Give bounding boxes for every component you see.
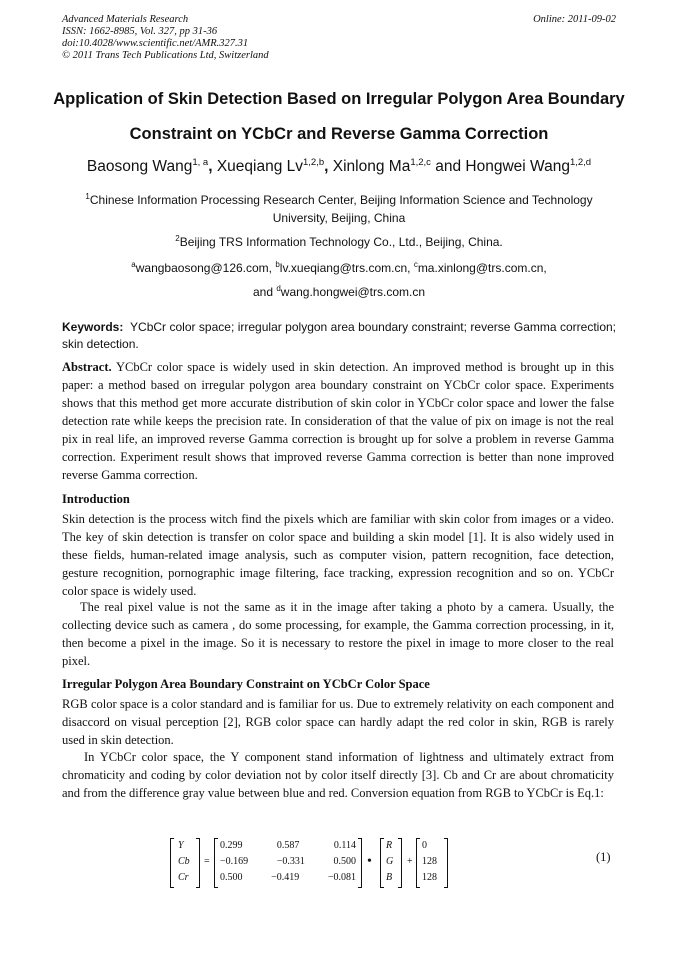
offset-vector bbox=[422, 838, 437, 886]
rgb-entry: R bbox=[386, 840, 393, 851]
affil-sup: 1 bbox=[85, 192, 90, 201]
abstract bbox=[62, 358, 614, 484]
affil-text: Beijing TRS Information Technology Co., Ltd., Beijing, China. bbox=[179, 235, 503, 249]
online-date: Online: 2011-09-02 bbox=[533, 14, 616, 25]
rgb-vector bbox=[386, 838, 393, 886]
bracket bbox=[358, 838, 362, 888]
equals-sign: = bbox=[204, 856, 210, 867]
author-name: Hongwei Wang bbox=[465, 158, 570, 176]
abstract-text: YCbCr color space is widely used in skin detection. An improved method is brought up in this paper: a method based on irregular polygon area boundary constraint on YCbCr color space. Experiments shows that this method get more accurate distribution of skin color in YCbCr color space and lower the false detection rate while keeps the precision rate. In consideration of that the value of pix on image is not the real pix in real life, an improved reverse Gamma correction is brought up for solve a problem in reverse Gamma correction. Experiment result shows that improved reverse Gamma correction is better than none improved reverse Gamma correction. bbox=[62, 360, 614, 482]
email-sep: , bbox=[543, 261, 547, 275]
matrix-cell: −0.331 bbox=[276, 856, 305, 867]
email: lv.xueqiang@trs.com.cn bbox=[279, 261, 408, 275]
lhs-entry: Cb bbox=[178, 856, 190, 867]
lhs-entry: Y bbox=[178, 840, 184, 851]
author-name: Xinlong Ma bbox=[332, 158, 411, 176]
affiliation-2 bbox=[62, 230, 616, 251]
affil-sup: 2 bbox=[175, 234, 180, 243]
rgb-entry: B bbox=[386, 872, 393, 883]
intro-paragraph-2: The real pixel value is not the same as it in the image after taking a photo by a camera. Usually, the collecting device such as camera , do some processing, for example, the Gamma correction processing, in it, then become a pixel in the image. So it is necessary to restore the pixel in image to more closer to the real pixel. bbox=[62, 600, 614, 668]
section2-paragraph-1: RGB color space is a color standard and is familiar for us. Due to extremely relativity on each component and disaccord on visual perception [2], RGB color space can hardly adapt the red color in skin, RGB is rarely used in skin detection. bbox=[62, 697, 614, 747]
email-sup: c bbox=[413, 260, 418, 269]
matrix-row bbox=[220, 854, 356, 870]
matrix-row bbox=[220, 838, 356, 854]
email-prefix: and bbox=[252, 285, 277, 299]
bracket bbox=[398, 838, 402, 888]
matrix-cell: 0.500 bbox=[333, 856, 356, 867]
journal-header bbox=[62, 14, 269, 62]
section-heading-polygon: Irregular Polygon Area Boundary Constraint on YCbCr Color Space bbox=[62, 677, 430, 691]
lhs-entry: Cr bbox=[178, 872, 189, 883]
matrix-cell: 0.299 bbox=[220, 840, 243, 851]
author-name: Xueqiang Lv bbox=[216, 158, 303, 176]
journal-name: Advanced Materials Research bbox=[62, 14, 189, 25]
rgb-entry: G bbox=[386, 856, 394, 867]
doi: doi:10.4028/www.scientific.net/AMR.327.31 bbox=[62, 38, 249, 49]
keywords bbox=[62, 319, 616, 353]
bracket bbox=[380, 838, 384, 888]
section2-paragraph-2: In YCbCr color space, the Y component stand information of lightness and ultimately extract from chromaticity and coding by color deviation not by color itself directly [3]. Cb and Cr are about chromaticity and from the difference gray value between blue and red. Conversion equation from RGB to YCbCr is Eq.1: bbox=[62, 750, 614, 800]
matrix-cell: 0.114 bbox=[333, 840, 356, 851]
coefficient-matrix bbox=[220, 838, 356, 886]
offset-entry: 128 bbox=[422, 872, 437, 883]
dot-operator: • bbox=[367, 854, 372, 869]
matrix-cell: 0.587 bbox=[276, 840, 300, 851]
bracket bbox=[196, 838, 200, 888]
emails-last bbox=[62, 280, 616, 301]
copyright: © 2011 Trans Tech Publications Ltd, Switzerland bbox=[62, 50, 269, 61]
author-sup: 1,2,c bbox=[410, 157, 431, 168]
matrix-cell: 0.500 bbox=[220, 872, 243, 883]
author-sup: 1, a bbox=[192, 157, 209, 168]
email: wang.hongwei@trs.com.cn bbox=[280, 285, 426, 299]
keywords-label: Keywords: bbox=[62, 320, 124, 334]
author-sup: 1,2,b bbox=[303, 157, 325, 168]
offset-entry: 128 bbox=[422, 856, 437, 867]
email-sup: a bbox=[131, 260, 136, 269]
abstract-label: Abstract. bbox=[62, 360, 112, 374]
affiliation-1 bbox=[62, 188, 616, 227]
paper-title-line-2: Constraint on YCbCr and Reverse Gamma Correction bbox=[129, 125, 549, 143]
email: ma.xinlong@trs.com.cn bbox=[417, 261, 544, 275]
intro-paragraph-1: Skin detection is the process witch find the pixels which are familiar with skin color from images or a video. The key of skin detection is transfer on color space and building a skin model [1]. It is also widely used in these fields, human-related image analysis, such as computer vision, pattern recognition, face detection, gesture recognition, pornographic image filtering, face tracking, expression recognition and so on. YCbCr color space is widely used. bbox=[62, 512, 614, 598]
keywords-text: YCbCr color space; irregular polygon area boundary constraint; reverse Gamma correction; skin detection. bbox=[62, 320, 616, 351]
emails bbox=[62, 256, 616, 277]
matrix-row bbox=[220, 870, 356, 886]
email-sup: d bbox=[276, 284, 281, 293]
equation-number: (1) bbox=[596, 850, 611, 864]
offset-entry: 0 bbox=[422, 840, 427, 851]
lhs-vector bbox=[178, 838, 190, 886]
affil-text: Chinese Information Processing Research Center, Beijing Information Science and Technology bbox=[89, 193, 593, 207]
author-sep: , bbox=[208, 158, 217, 176]
plus-sign: + bbox=[407, 856, 413, 867]
author-sep: and bbox=[430, 158, 466, 176]
matrix-cell: −0.081 bbox=[327, 872, 356, 883]
issn: ISSN: 1662-8985, Vol. 327, pp 31-36 bbox=[62, 26, 218, 37]
bracket bbox=[214, 838, 218, 888]
email-sep: , bbox=[268, 261, 276, 275]
paper-title-line-1: Application of Skin Detection Based on Irregular Polygon Area Boundary bbox=[53, 90, 625, 108]
matrix-cell: −0.419 bbox=[271, 872, 300, 883]
author-sup: 1,2,d bbox=[569, 157, 592, 168]
author-sep: , bbox=[324, 158, 333, 176]
matrix-cell: −0.169 bbox=[220, 856, 249, 867]
email-sep: , bbox=[407, 261, 414, 275]
bracket bbox=[444, 838, 448, 888]
email: wangbaosong@126.com bbox=[135, 261, 269, 275]
author-name: Baosong Wang bbox=[86, 158, 193, 176]
section-heading-introduction: Introduction bbox=[62, 492, 130, 506]
equation-1 bbox=[170, 838, 450, 888]
email-sup: b bbox=[275, 260, 280, 269]
affil-text: University, Beijing, China bbox=[272, 211, 406, 225]
author-list bbox=[40, 157, 638, 176]
bracket bbox=[170, 838, 174, 888]
bracket bbox=[416, 838, 420, 888]
